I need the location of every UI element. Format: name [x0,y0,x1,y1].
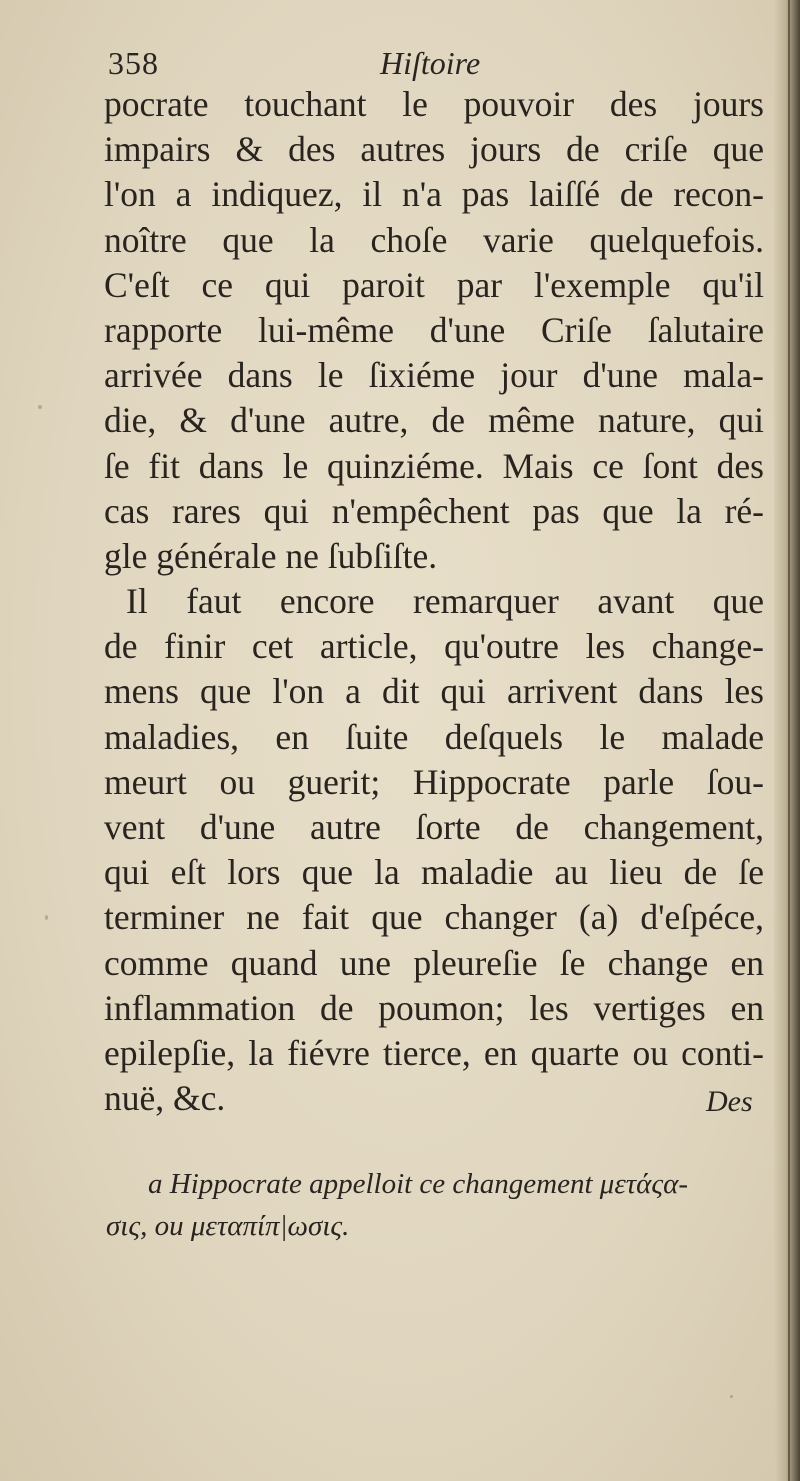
text-line: arrivée dans le ſixiéme jour d'une mala- [104,355,764,396]
text-line: noître que la choſe varie quelquefois. [104,219,764,260]
paper-speck [38,405,42,409]
text-line: C'eſt ce qui paroit par l'exemple qu'il [104,264,764,305]
page-number: 358 [108,45,159,81]
paper-speck [45,915,48,920]
text-line: terminer ne fait que changer (a) d'eſpéce, [104,897,764,938]
book-gutter [774,0,800,1481]
body-text [104,82,764,1121]
text-line: epilepſie, la fiévre tierce, en quarte ou conti- [104,1032,764,1073]
paper-speck [730,1395,733,1398]
text-line: inflammation de poumon; les vertiges en [104,987,764,1028]
text-line: Il faut encore remarquer avant que [126,581,764,622]
text-line: impairs & des autres jours de criſe que [104,129,764,170]
text-line: ſe fit dans le quinziéme. Mais ce ſont des [104,445,764,486]
running-head: Hiſtoire [380,45,481,81]
text-line: qui eſt lors que la maladie au lieu de ſe [104,852,764,893]
text-line: die, & d'une autre, de même nature, qui [104,400,764,441]
footnote-line: σις, ou μεταπίπ|ωσις. [106,1210,350,1242]
text-line: nuë, &c. [104,1078,226,1119]
text-line: gle générale ne ſubſiſte. [104,535,438,576]
text-line: rapporte lui-même d'une Criſe ſalutaire [104,309,764,350]
footnote-line: a Hippocrate appelloit ce changement μετάςα- [148,1168,689,1200]
text-line: vent d'une autre ſorte de changement, [104,807,764,847]
footnote [106,1163,768,1247]
text-line: de finir cet article, qu'outre les change- [104,626,764,667]
catchword: Des [706,1085,753,1118]
gutter-shadow-line [788,0,790,1481]
text-line: l'on a indiquez, il n'a pas laiſſé de recon- [104,174,764,215]
page-header [108,45,768,85]
text-line: meurt ou guerit; Hippocrate parle ſou- [104,761,764,802]
text-line: cas rares qui n'empêchent pas que la ré- [104,490,764,531]
text-line: mens que l'on a dit qui arrivent dans les [104,671,764,712]
text-line: maladies, en ſuite deſquels le malade [104,716,764,757]
text-line: pocrate touchant le pouvoir des jours [104,84,764,124]
text-line: comme quand une pleureſie ſe change en [104,942,764,983]
